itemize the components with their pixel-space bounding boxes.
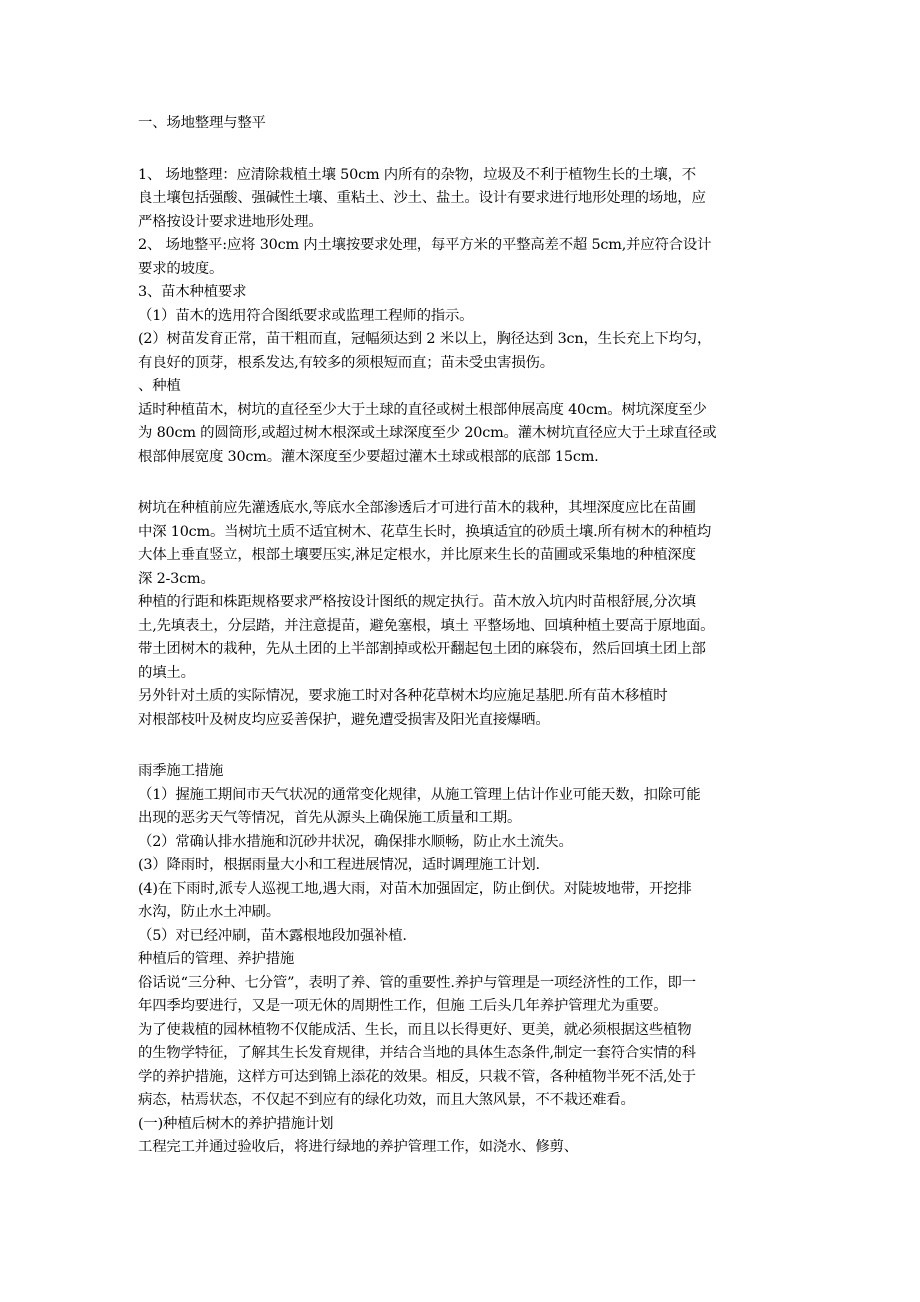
section-heading: 一、场地整理与整平: [138, 115, 266, 131]
text-line: 为 80cm 的圆筒形,或超过树木根深或土球深度至少 20cm。灌木树坑直径应大于土球直径或: [138, 425, 717, 441]
text-line: 2、 场地整平:应将 30cm 内土壤按要求处理，每平方米的平整高差不超 5cm,并应符合设计: [138, 237, 712, 253]
text-line: 1、 场地整理：应清除栽植土壤 50cm 内所有的杂物，垃圾及不利于植物生长的土壤，不: [138, 166, 696, 183]
text-line: 的生物学特征，了解其生长发育规律，并结合当地的具体生态条件,制定一套符合实情的科: [138, 1045, 696, 1061]
text-line: 要求的坡度。: [138, 260, 224, 277]
text-line: (2）树苗发育正常，苗干粗而直，冠幅须达到 2 米以上，胸径达到 3cn，生长充上下均匀，: [138, 331, 712, 347]
text-line: 年四季均要进行，又是一项无休的周期性工作，但施 工后头几年养护管理尤为重要。: [138, 998, 668, 1014]
text-line: 根部伸展宽度 30cm。灌木深度至少要超过灌木土球或根部的底部 15cm.: [138, 448, 599, 465]
text-line: 学的养护措施，这样方可达到锦上添花的效果。相反，只栽不管，各种植物半死不活,处于: [138, 1068, 696, 1085]
section-heading: 3、苗木种植要求: [138, 284, 247, 300]
text-line: 树坑在种植前应先灌透底水,等底水全部渗透后才可进行苗木的栽种，其埋深度应比在苗圃: [138, 500, 696, 516]
text-line: （2）常确认排水措施和沉砂井状况，确保排水顺畅，防止水土流失。: [138, 833, 573, 850]
text-line: 的填土。: [138, 664, 195, 681]
section-heading: 、种植: [138, 378, 181, 394]
blank-line: [138, 732, 788, 760]
blank-line: [138, 469, 788, 497]
text-line: 俗话说“三分种、七分管”，表明了养、管的重要性.养护与管理是一项经济性的工作，即一: [138, 974, 696, 991]
text-line: 中深 10cm。当树坑土质不适宜树木、花草生长时，换填适宜的砂质土壤.所有树木的种植均: [138, 523, 712, 540]
text-line: 有良好的顶芽，根系发达,有较多的须根短而直；苗未受虫害损伤。: [138, 354, 554, 371]
text-line: 为了使栽植的园林植物不仅能成活、生长，而且以长得更好、更美，就必须根据这些植物: [138, 1021, 692, 1038]
text-line: 带土团树木的栽种，先从土团的上半部割掉或松开翻起包土团的麻袋布，然后回填土团上部: [138, 641, 706, 657]
text-line: 良土壤包括强酸、强碱性土壤、重粘土、沙土、盐土。设计有要求进行地形处理的场地，应: [138, 190, 706, 206]
text-line: (4)在下雨时,派专人巡视工地,遇大雨，对苗木加强固定，防止倒伏。对陡坡地带，开挖排: [138, 880, 692, 897]
text-line: 深 2-3cm。: [138, 570, 215, 587]
text-line: 大体上垂直竖立，根部土壤要压实,淋足定根水，并比原来生长的苗圃或采集地的种植深度: [138, 547, 696, 563]
text-line: 严格按设计要求进地形处理。: [138, 213, 323, 230]
document-body: [138, 112, 788, 1160]
blank-line: [138, 136, 788, 164]
text-line: 另外针对土质的实际情况，要求施工时对各种花草树木均应施足基肥.所有苗木移植时: [138, 688, 668, 704]
text-line: 出现的恶劣天气等情况，首先从源头上确保施工质量和工期。: [138, 810, 522, 826]
text-line: 土,先填表土，分层踏，并注意提苗，避免塞根，填土 平整场地、回填种植土要高于原地面。: [138, 617, 715, 634]
text-line: （5）对已经冲刷，苗木露根地段加强补植.: [138, 927, 407, 944]
text-line: 种植的行距和株距规格要求严格按设计图纸的规定执行。苗木放入坑内时苗根舒展,分次填: [138, 594, 696, 610]
text-line: 适时种植苗木，树坑的直径至少大于土球的直径或树土根部伸展高度 40cm。树坑深度至少: [138, 401, 707, 418]
text-line: 水沟，防止水土冲刷。: [138, 904, 280, 920]
section-heading: (一)种植后树木的养护措施计划: [138, 1115, 334, 1132]
text-line: 病态，枯焉状态，不仅起不到应有的绿化功效，而且大煞风景，不不栽还难看。: [138, 1092, 635, 1108]
text-line: 对根部枝叶及树皮均应妥善保护，避免遭受损害及阳光直接爆晒。: [138, 711, 550, 728]
text-line: （1）苗木的选用符合图纸要求或监理工程师的指示。: [138, 307, 474, 324]
text-line: (3）降雨时，根据雨量大小和工程进展情况，适时调理施工计划.: [138, 857, 540, 873]
section-heading: 种植后的管理、养护措施: [138, 951, 295, 967]
text-line: 工程完工并通过验收后，将进行绿地的养护管理工作，如浇水、修剪、: [138, 1139, 578, 1155]
text-line: （1）握施工期间市天气状况的通常变化规律，从施工管理上估计作业可能天数，扣除可能: [138, 786, 701, 803]
section-heading: 雨季施工措施: [138, 763, 224, 779]
